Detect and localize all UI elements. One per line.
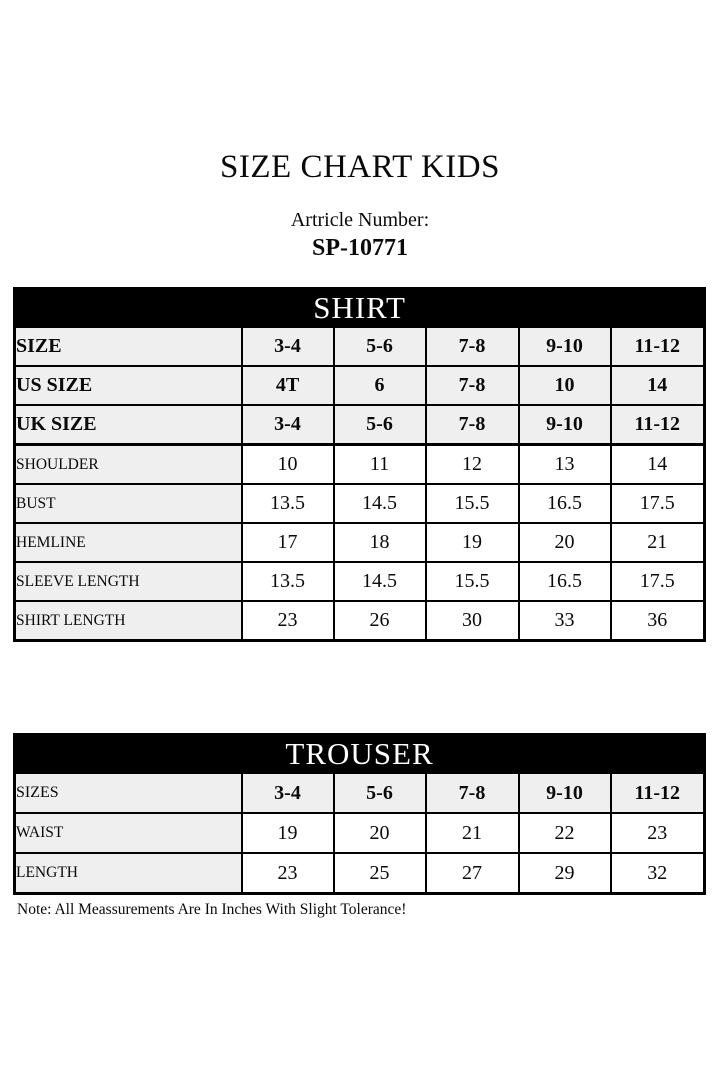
value-cell: 9-10	[519, 327, 611, 366]
table-row	[15, 484, 705, 523]
table-row	[15, 523, 705, 562]
value-cell: 11-12	[611, 773, 705, 813]
value-cell: 25	[334, 853, 426, 894]
row-label: BUST	[15, 484, 242, 523]
table-row	[15, 853, 705, 894]
value-cell: 3-4	[242, 327, 334, 366]
value-cell: 9-10	[519, 773, 611, 813]
table-row	[15, 813, 705, 853]
table-row	[15, 327, 705, 366]
value-cell: 7-8	[426, 405, 519, 445]
value-cell: 29	[519, 853, 611, 894]
value-cell: 11	[334, 445, 426, 485]
row-label: SIZE	[15, 327, 242, 366]
value-cell: 16.5	[519, 562, 611, 601]
table-header-row	[15, 735, 705, 774]
row-label: SLEEVE LENGTH	[15, 562, 242, 601]
value-cell: 23	[242, 601, 334, 641]
trouser-size-table	[13, 733, 706, 895]
row-label: WAIST	[15, 813, 242, 853]
value-cell: 21	[426, 813, 519, 853]
value-cell: 15.5	[426, 562, 519, 601]
value-cell: 13.5	[242, 562, 334, 601]
value-cell: 22	[519, 813, 611, 853]
value-cell: 36	[611, 601, 705, 641]
value-cell: 3-4	[242, 405, 334, 445]
value-cell: 7-8	[426, 327, 519, 366]
value-cell: 26	[334, 601, 426, 641]
row-label: SHIRT LENGTH	[15, 601, 242, 641]
value-cell: 11-12	[611, 405, 705, 445]
value-cell: 23	[611, 813, 705, 853]
table-row	[15, 562, 705, 601]
note-text: Note: All Meassurements Are In Inches With Slight Tolerance!	[17, 901, 407, 918]
row-label: SIZES	[15, 773, 242, 813]
value-cell: 5-6	[334, 327, 426, 366]
value-cell: 3-4	[242, 773, 334, 813]
value-cell: 12	[426, 445, 519, 485]
row-label: SHOULDER	[15, 445, 242, 485]
shirt-size-table	[13, 287, 706, 642]
value-cell: 10	[242, 445, 334, 485]
table-row	[15, 366, 705, 405]
table-row	[15, 773, 705, 813]
value-cell: 30	[426, 601, 519, 641]
value-cell: 16.5	[519, 484, 611, 523]
table-row	[15, 445, 705, 485]
value-cell: 23	[242, 853, 334, 894]
value-cell: 13	[519, 445, 611, 485]
value-cell: 15.5	[426, 484, 519, 523]
row-label: UK SIZE	[15, 405, 242, 445]
row-label: HEMLINE	[15, 523, 242, 562]
value-cell: 17	[242, 523, 334, 562]
value-cell: 5-6	[334, 405, 426, 445]
table-row	[15, 405, 705, 445]
value-cell: 20	[519, 523, 611, 562]
shirt-table-header: SHIRT	[15, 289, 705, 328]
value-cell: 19	[242, 813, 334, 853]
trouser-table-header: TROUSER	[15, 735, 705, 774]
value-cell: 18	[334, 523, 426, 562]
row-label: LENGTH	[15, 853, 242, 894]
value-cell: 17.5	[611, 562, 705, 601]
article-number-label: Artricle Number:	[290, 209, 430, 231]
value-cell: 6	[334, 366, 426, 405]
value-cell: 7-8	[426, 773, 519, 813]
value-cell: 27	[426, 853, 519, 894]
value-cell: 32	[611, 853, 705, 894]
value-cell: 5-6	[334, 773, 426, 813]
value-cell: 14	[611, 366, 705, 405]
table-row	[15, 601, 705, 641]
value-cell: 7-8	[426, 366, 519, 405]
page-title: SIZE CHART KIDS	[220, 149, 500, 185]
value-cell: 9-10	[519, 405, 611, 445]
value-cell: 14	[611, 445, 705, 485]
value-cell: 33	[519, 601, 611, 641]
row-label: US SIZE	[15, 366, 242, 405]
value-cell: 4T	[242, 366, 334, 405]
table-header-row	[15, 289, 705, 328]
value-cell: 11-12	[611, 327, 705, 366]
value-cell: 10	[519, 366, 611, 405]
value-cell: 21	[611, 523, 705, 562]
value-cell: 13.5	[242, 484, 334, 523]
value-cell: 19	[426, 523, 519, 562]
value-cell: 17.5	[611, 484, 705, 523]
value-cell: 20	[334, 813, 426, 853]
value-cell: 14.5	[334, 484, 426, 523]
article-number-value: SP-10771	[312, 235, 408, 261]
value-cell: 14.5	[334, 562, 426, 601]
